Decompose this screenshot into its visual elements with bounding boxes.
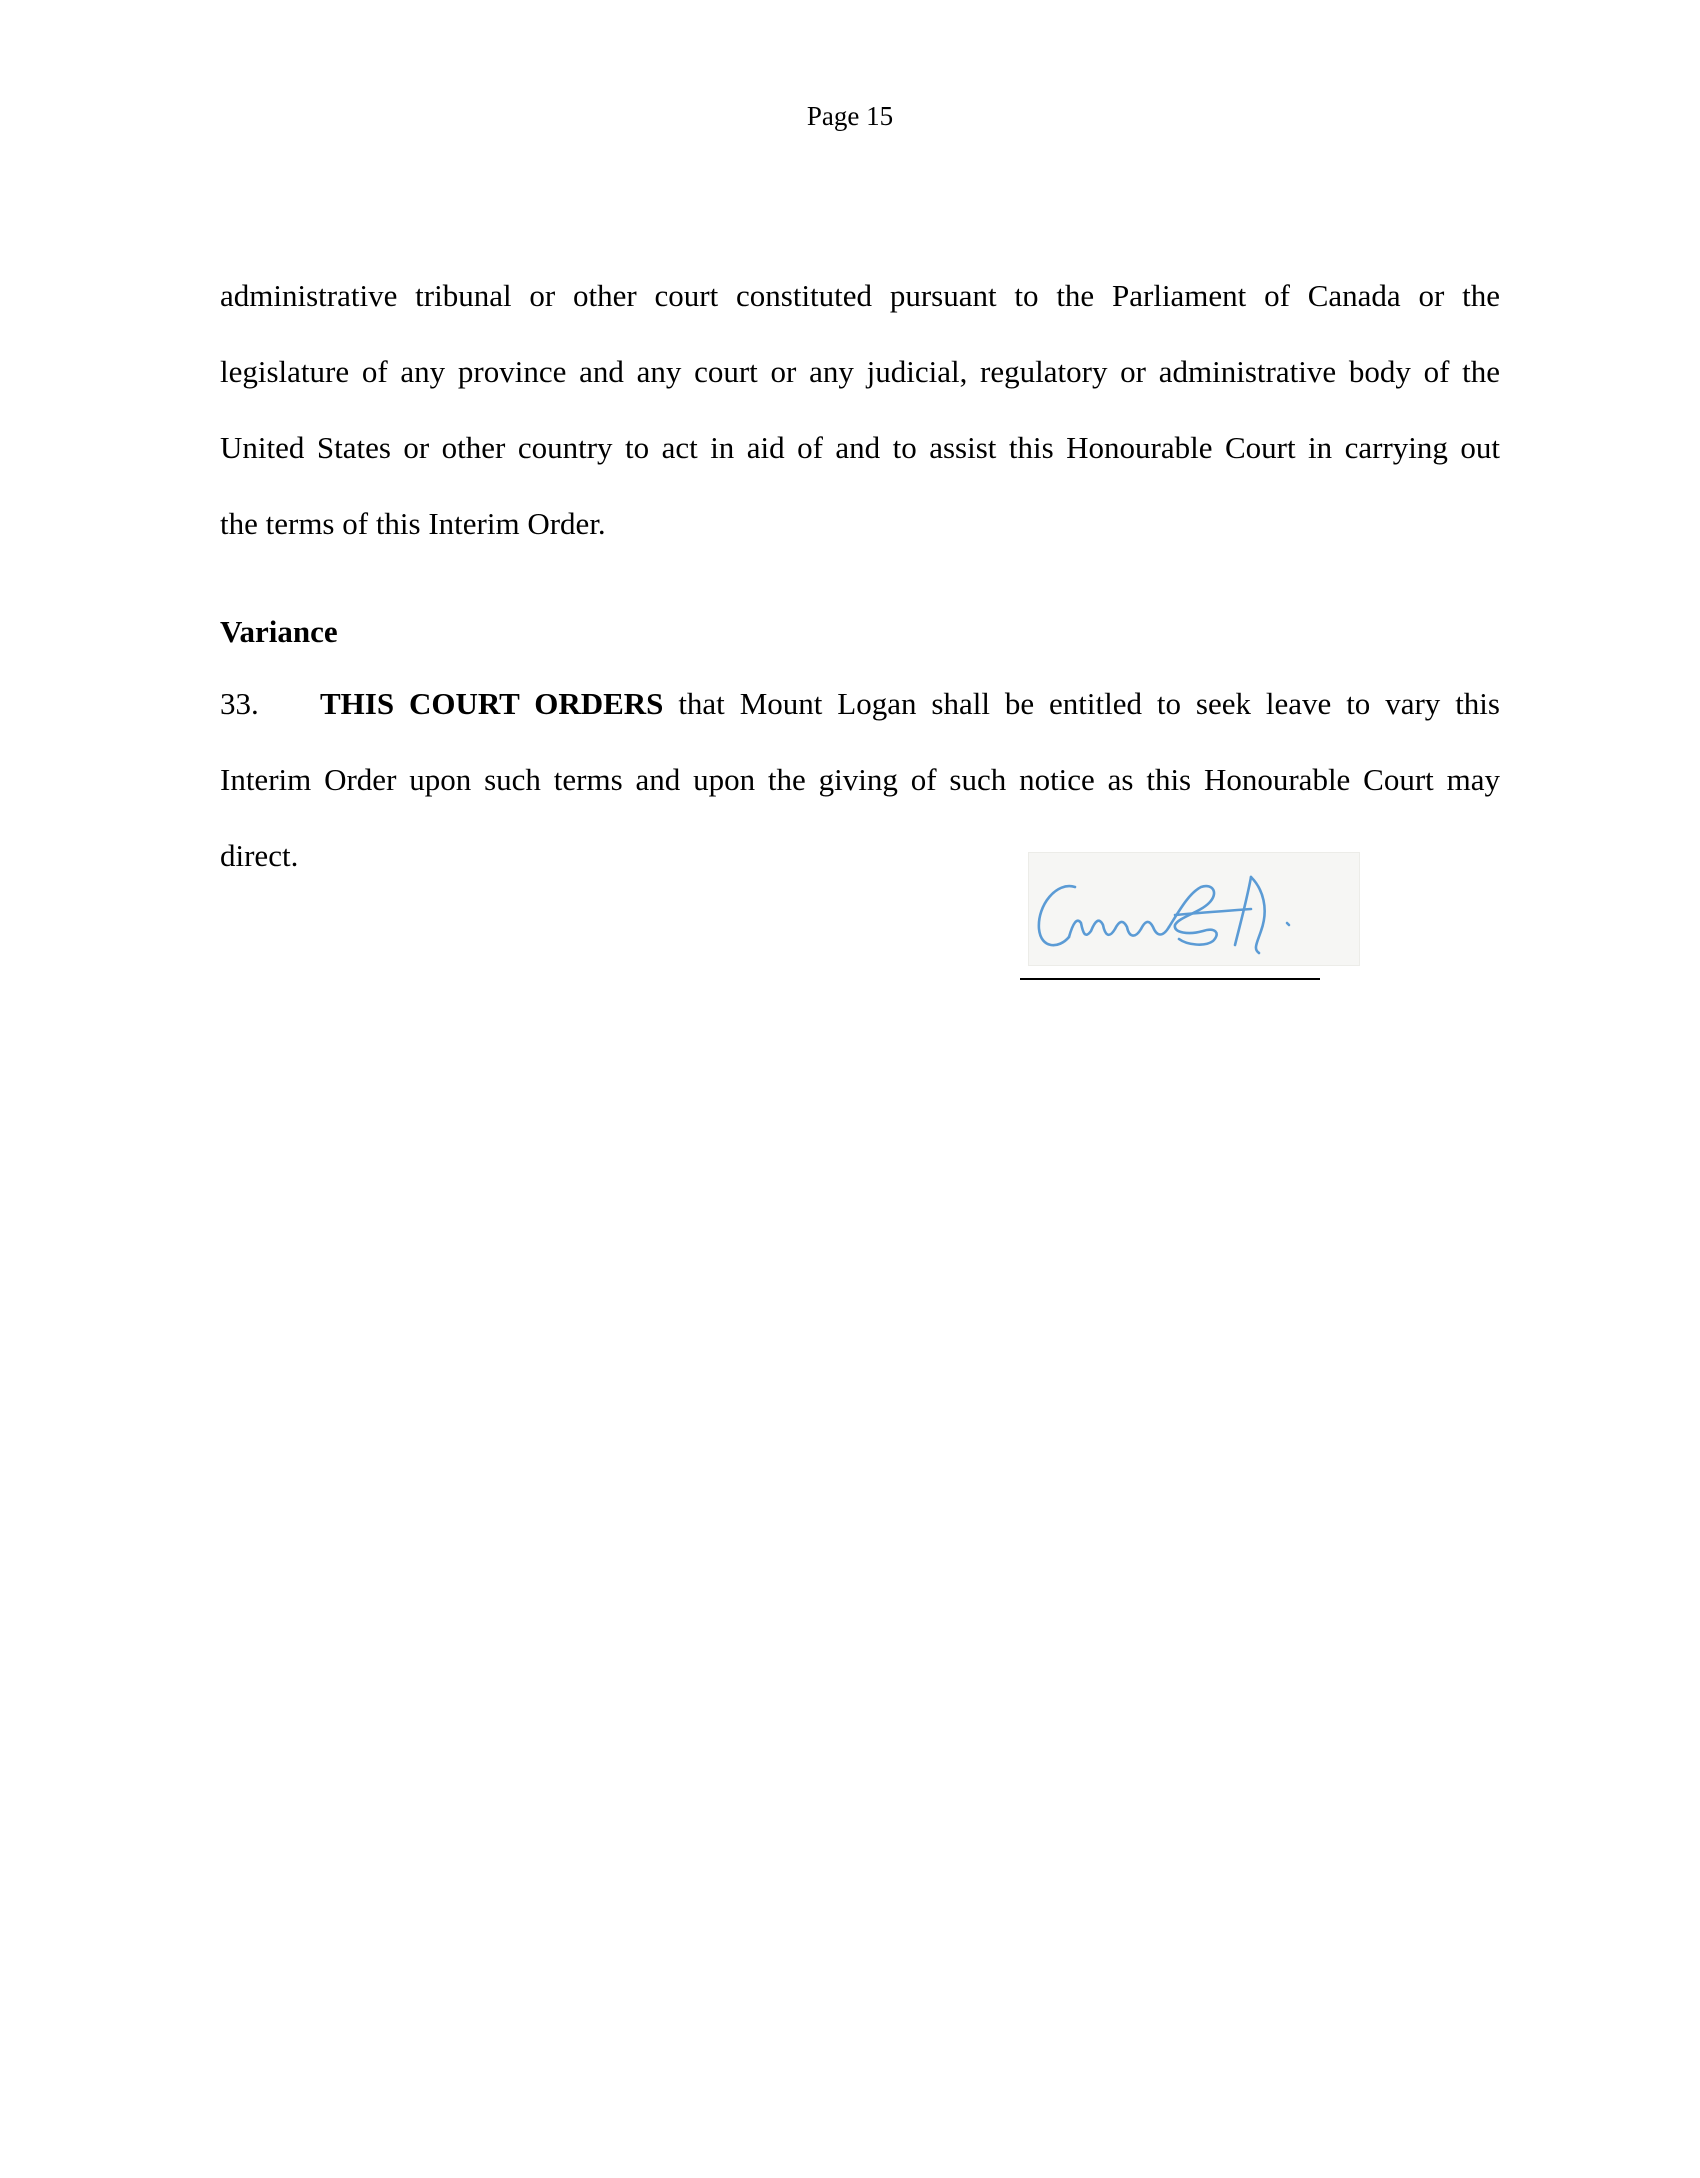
paragraph-33-text: that Mount Logan shall be entitled to seek leave to vary this xyxy=(663,686,1500,721)
paragraph-33-line-2: Interim Order upon such terms and upon the giving of such notice as this Honourable Court may xyxy=(220,762,1500,797)
paragraph-line: administrative tribunal or other court constituted pursuant to the Parliament of Canada or the xyxy=(220,278,1500,313)
section-heading: Variance xyxy=(220,614,338,649)
paragraph-33-line-3: direct. xyxy=(220,838,299,873)
paragraph-line: legislature of any province and any court or any judicial, regulatory or administrative body of the xyxy=(220,354,1500,389)
page-number: Page 15 xyxy=(806,101,894,131)
paragraph-line: the terms of this Interim Order. xyxy=(220,506,606,541)
paragraph-33-line-1 xyxy=(220,684,1500,724)
signature-image xyxy=(1028,852,1360,966)
paragraph-line: United States or other country to act in aid of and to assist this Honourable Court in carrying out xyxy=(220,430,1500,465)
paragraph-number: 33. xyxy=(220,686,259,721)
signature-line xyxy=(1020,978,1320,980)
handwritten-signature-icon xyxy=(1029,853,1359,965)
court-orders-lead: THIS COURT ORDERS xyxy=(320,686,664,721)
